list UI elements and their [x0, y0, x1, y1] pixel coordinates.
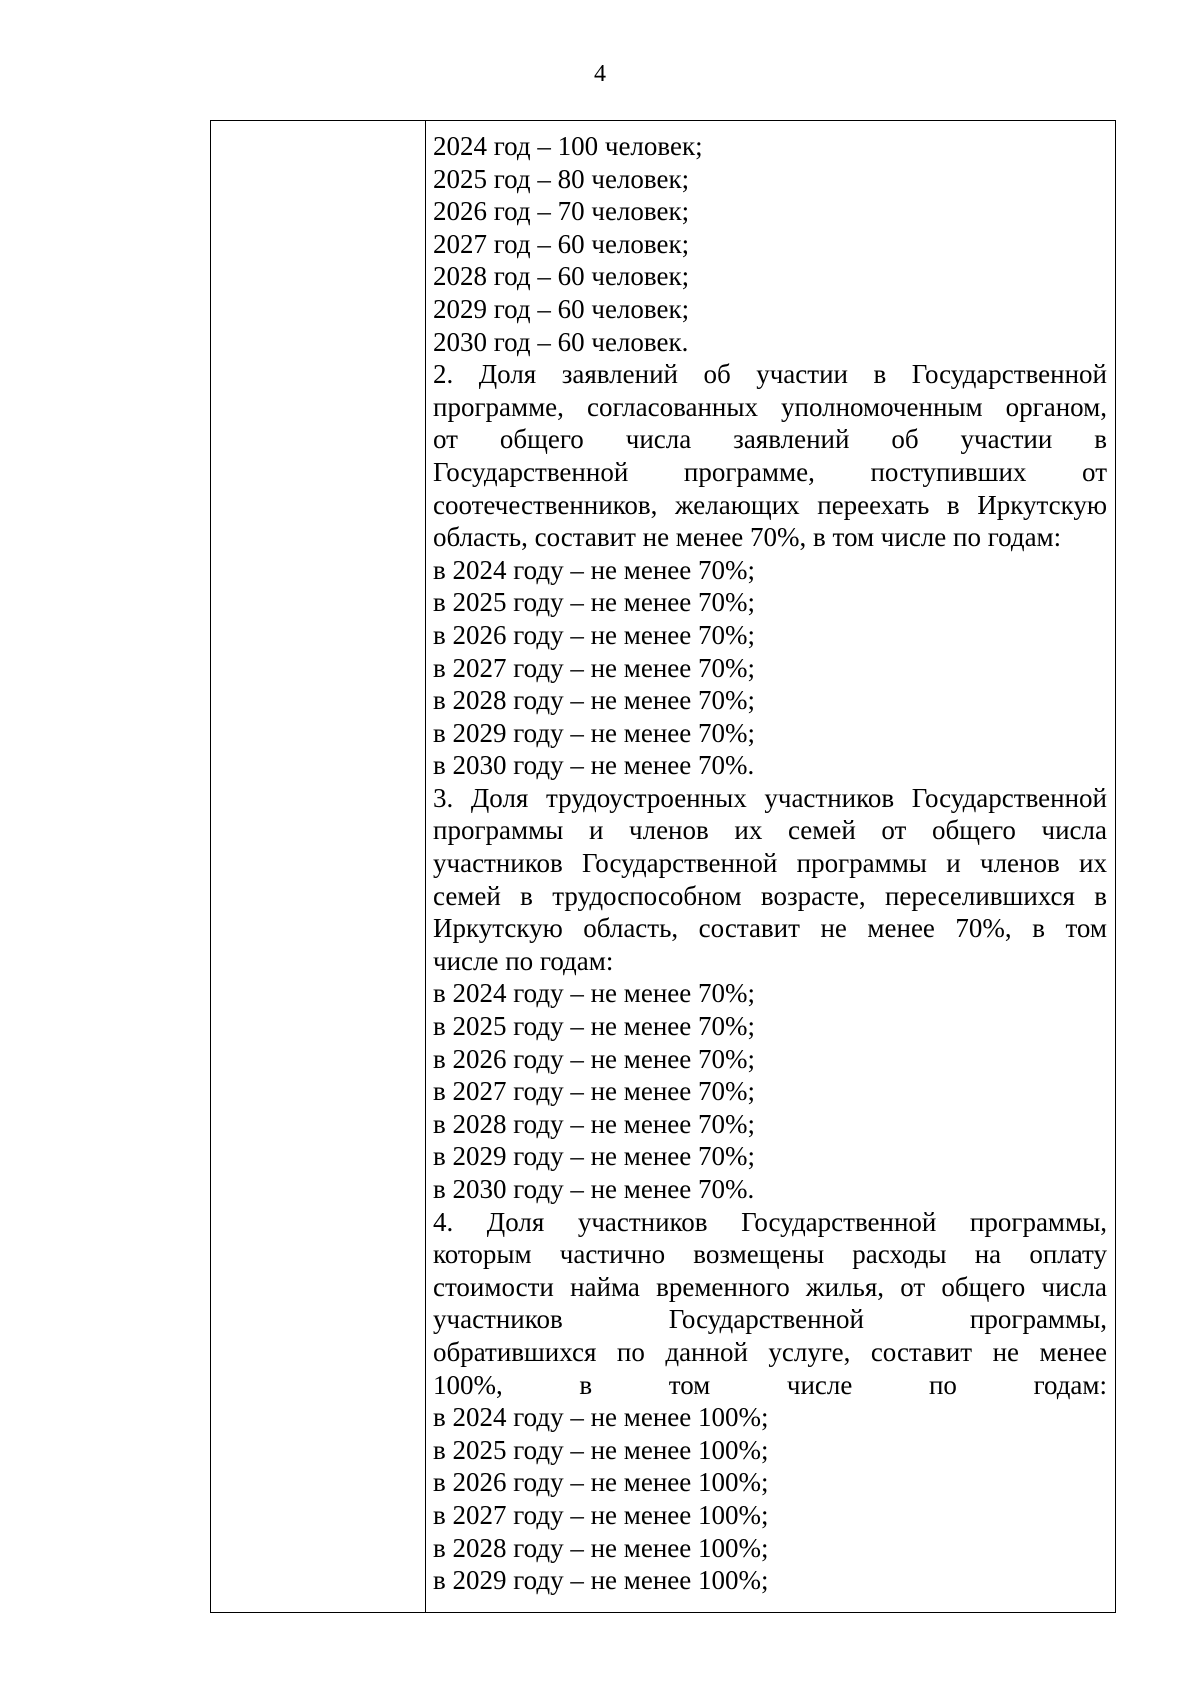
text-line: обратившихся по данной услуге, составит не менее [433, 1336, 1107, 1367]
text-line: которым частично возмещены расходы на оплату [433, 1239, 1107, 1270]
text-line: семей в трудоспособном возрасте, переселившихся в [433, 880, 1107, 911]
text-line: 2026 год – 70 человек; [433, 196, 690, 227]
text-line: в 2028 году – не менее 70%; [433, 1108, 756, 1139]
document-table [210, 120, 1116, 1613]
text-line: в 2024 году – не менее 100%; [433, 1402, 769, 1433]
text-line: участников Государственной программы и членов их [433, 848, 1107, 879]
text-line: Иркутскую область, составит не менее 70%, в том [433, 913, 1107, 944]
text-line: в 2029 году – не менее 100%; [433, 1565, 769, 1596]
text-line: от общего числа заявлений об участии в [433, 424, 1107, 455]
text-line: в 2028 году – не менее 100%; [433, 1532, 769, 1563]
text-line: в 2029 году – не менее 70%; [433, 717, 756, 748]
text-line: в 2027 году – не менее 70%; [433, 1076, 756, 1107]
text-line: Государственной программе, поступивших от [433, 456, 1107, 487]
text-line: в 2027 году – не менее 70%; [433, 652, 756, 683]
text-line: 2. Доля заявлений об участии в Государственной [433, 359, 1107, 390]
text-line: соотечественников, желающих переехать в Иркутскую [433, 489, 1107, 520]
text-line: в 2025 году – не менее 70%; [433, 587, 756, 618]
text-line: в 2025 году – не менее 100%; [433, 1434, 769, 1465]
text-line: в 2026 году – не менее 70%; [433, 619, 756, 650]
table-left-cell [211, 121, 426, 1612]
text-line: в 2026 году – не менее 100%; [433, 1467, 769, 1498]
text-line: 100%, в том числе по годам: [433, 1369, 1107, 1400]
text-line: в 2029 году – не менее 70%; [433, 1141, 756, 1172]
text-line: программе, согласованных уполномоченным органом, [433, 391, 1107, 422]
text-line: в 2026 году – не менее 70%; [433, 1043, 756, 1074]
text-line: 2029 год – 60 человек; [433, 293, 690, 324]
text-line: программы и членов их семей от общего числа [433, 815, 1107, 846]
text-line: в 2027 году – не менее 100%; [433, 1499, 769, 1530]
text-line: 2027 год – 60 человек; [433, 228, 690, 259]
text-line: 2028 год – 60 человек; [433, 261, 690, 292]
text-line: 2024 год – 100 человек; [433, 131, 703, 161]
text-line: 3. Доля трудоустроенных участников Государственной [433, 782, 1107, 813]
table-right-cell [426, 121, 1115, 1612]
text-line: в 2025 году – не менее 70%; [433, 1011, 756, 1042]
text-line: 2025 год – 80 человек; [433, 163, 690, 194]
text-line: 2030 год – 60 человек. [433, 326, 689, 357]
text-line: 4. Доля участников Государственной программы, [433, 1206, 1107, 1237]
text-line: в 2024 году – не менее 70%; [433, 978, 756, 1009]
text-line: область, составит не менее 70%, в том числе по годам: [433, 522, 1062, 553]
text-line: стоимости найма временного жилья, от общего числа [433, 1271, 1107, 1302]
text-line: числе по годам: [433, 945, 614, 976]
text-line: в 2030 году – не менее 70%. [433, 750, 755, 781]
text-line: в 2028 году – не менее 70%; [433, 685, 756, 716]
text-line: в 2030 году – не менее 70%. [433, 1174, 755, 1204]
text-line: участников Государственной программы, [433, 1304, 1107, 1335]
page-number: 4 [594, 61, 606, 87]
text-line: в 2024 году – не менее 70%; [433, 554, 756, 585]
